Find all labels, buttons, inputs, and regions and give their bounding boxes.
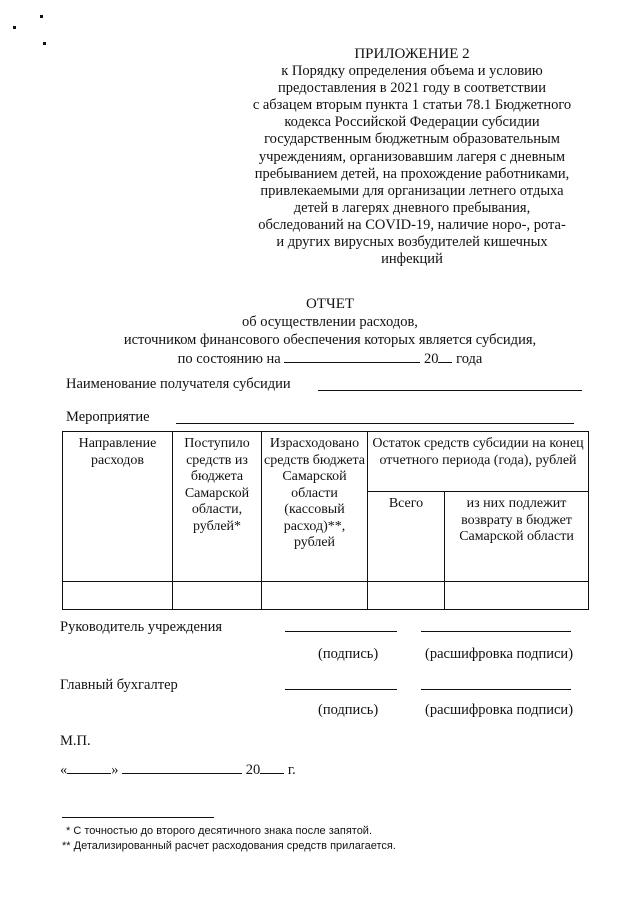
report-title: ОТЧЕТ	[305, 296, 355, 312]
head-label: Руководитель учреждения	[60, 619, 223, 635]
head-decode-line[interactable]	[421, 631, 571, 632]
appendix-line: пребыванием детей, на прохождение работниками,	[254, 165, 570, 182]
header-total: Всего	[368, 492, 445, 582]
quote-close: »	[111, 762, 119, 778]
footnote-separator	[62, 817, 214, 818]
report-date-line	[60, 349, 600, 368]
accountant-sign-caption: (подпись)	[318, 702, 379, 718]
appendix-header	[232, 46, 592, 268]
day-blank[interactable]	[67, 760, 111, 774]
appendix-line: с абзацем вторым пункта 1 статьи 78.1 Бюджетного	[252, 97, 572, 114]
report-heading	[60, 295, 600, 368]
stamp-label: М.П.	[60, 733, 91, 749]
footnote-2: ** Детализированный расчет расходования средств прилагается.	[62, 840, 396, 852]
report-subtitle-2: источником финансового обеспечения которых является субсидия,	[123, 332, 537, 348]
accountant-decode-caption: (расшифровка подписи)	[425, 702, 574, 718]
footnote-1: * С точностью до второго десятичного знака после запятой.	[66, 825, 373, 837]
appendix-line: детей в лагерях дневного пребывания,	[293, 199, 531, 216]
header-balance: Остаток средств субсидии на конец отчетного периода (года), рублей	[368, 432, 589, 492]
report-date-prefix: по состоянию на	[177, 351, 281, 367]
header-spent: Израсходовано средств бюджета Самарской области (кассовый расход)**, рублей	[262, 432, 368, 582]
table-row	[63, 582, 589, 610]
date-blank[interactable]	[284, 349, 420, 363]
cell-received[interactable]	[173, 582, 262, 610]
appendix-line: инфекций	[381, 251, 443, 268]
accountant-decode-line[interactable]	[421, 689, 571, 690]
scan-speck	[13, 26, 16, 29]
header-direction: Направление расходов	[63, 432, 173, 582]
header-refundable: из них подлежит возврату в бюджет Самарской области	[445, 492, 589, 582]
report-table	[62, 431, 589, 610]
month-blank[interactable]	[122, 760, 242, 774]
appendix-line: и других вирусных возбудителей кишечных	[276, 234, 548, 251]
appendix-line: обследований на COVID-19, наличие норо-, рота-	[258, 216, 566, 233]
cell-refundable[interactable]	[445, 582, 589, 610]
cell-total[interactable]	[368, 582, 445, 610]
appendix-title: ПРИЛОЖЕНИЕ 2	[354, 46, 470, 62]
header-received: Поступило средств из бюджета Самарской области, рублей*	[173, 432, 262, 582]
accountant-signature-line[interactable]	[285, 689, 397, 690]
report-date-suffix: года	[456, 351, 483, 367]
event-label: Мероприятие	[66, 409, 150, 425]
recipient-label: Наименование получателя субсидии	[66, 376, 291, 392]
head-decode-caption: (расшифровка подписи)	[425, 646, 574, 662]
report-subtitle-1: об осуществлении расходов,	[242, 314, 418, 330]
head-sign-caption: (подпись)	[318, 646, 379, 662]
accountant-label: Главный бухгалтер	[60, 677, 178, 693]
cell-spent[interactable]	[262, 582, 368, 610]
scan-speck	[43, 42, 46, 45]
recipient-field[interactable]	[318, 390, 582, 391]
sign-year-blank[interactable]	[260, 760, 284, 774]
event-field[interactable]	[176, 423, 574, 424]
appendix-line: привлекаемыми для организации летнего отдыха	[260, 182, 564, 199]
appendix-line: предоставления в 2021 году в соответствии	[278, 80, 546, 97]
scan-speck	[40, 15, 43, 18]
head-signature-line[interactable]	[285, 631, 397, 632]
appendix-line: кодекса Российской Федерации субсидии	[284, 114, 540, 131]
sign-date-line	[60, 760, 296, 779]
appendix-line: учреждениям, организовавшим лагеря с дневным	[258, 148, 566, 165]
quote-open: «	[60, 762, 68, 778]
report-date-year: 20	[423, 351, 439, 367]
cell-direction[interactable]	[63, 582, 173, 610]
appendix-line: к Порядку определения объема и условию	[281, 63, 543, 80]
sign-year: 20	[245, 762, 261, 778]
year-blank[interactable]	[438, 349, 452, 363]
sign-year-suffix: г.	[287, 762, 296, 778]
appendix-line: государственным бюджетным образовательным	[264, 131, 560, 148]
